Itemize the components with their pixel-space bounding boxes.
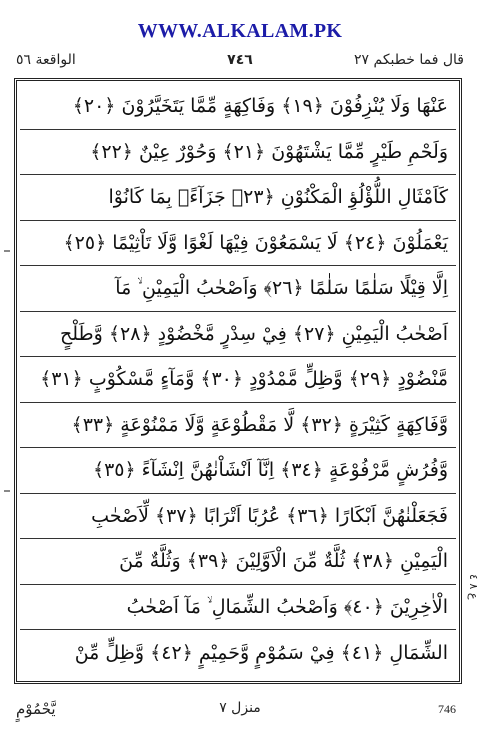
ruku-marker: ع ٨ ٤ [467,574,480,600]
text-line: عَنْهَا وَلَا يُنْزِفُوْنَ ﴿١٩﴾ وَفَاكِهَةٍ مِّمَّا يَتَخَيَّرُوْنَ ﴿٢٠﴾ [20,84,456,130]
text-line: كَاَمْثَالِ اللُّؤْلُؤِ الْمَكْنُوْنِ ﴿٢٣﴾ جَزَآءًۢ بِمَا كَانُوْا [20,175,456,221]
catchword: يَّحْمُوْمٍ [16,700,56,718]
text-line: وَّفَاكِهَةٍ كَثِيْرَةٍ ﴿٣٢﴾ لَّا مَقْطُوْعَةٍ وَّلَا مَمْنُوْعَةٍ ﴿٣٣﴾ [20,403,456,449]
text-line: يَعْمَلُوْنَ ﴿٢٤﴾ لَا يَسْمَعُوْنَ فِيْهَا لَغْوًا وَّلَا تَاْثِيْمًا ﴿٢٥﴾ [20,221,456,267]
margin-tick [4,490,10,492]
page-number: 746 [438,702,456,716]
surah-name: الواقعة ٥٦ [16,52,76,68]
juz-name: قال فما خطبكم ٢٧ [354,52,464,68]
text-line: وَّفُرُشٍ مَّرْفُوْعَةٍ ﴿٣٤﴾ اِنَّآ اَنْشَاْنٰهُنَّ اِنْشَآءً ﴿٣٥﴾ [20,448,456,494]
text-frame [14,78,462,684]
text-line: اَصْحٰبُ الْيَمِيْنِ ﴿٢٧﴾ فِيْ سِدْرٍ مَّخْضُوْدٍ ﴿٢٨﴾ وَّطَلْحٍ [20,312,456,358]
text-line: الْيَمِيْنِ ﴿٣٨﴾ ثُلَّةٌ مِّنَ الْاَوَّلِيْنَ ﴿٣٩﴾ وَثُلَّةٌ مِّنَ [20,539,456,585]
margin-tick [4,250,10,252]
text-line: اِلَّا قِيْلًا سَلٰمًا سَلٰمًا ﴿٢٦﴾ وَاَصْحٰبُ الْيَمِيْنِ ۙ مَآ [20,266,456,312]
text-line: الْاٰخِرِيْنَ ﴿٤٠﴾ وَاَصْحٰبُ الشِّمَالِ ۙ مَآ اَصْحٰبُ [20,585,456,631]
manzil-label: منزل ٧ [219,700,261,716]
text-line: فَجَعَلْنٰهُنَّ اَبْكَارًا ﴿٣٦﴾ عُرُبًا اَتْرَابًا ﴿٣٧﴾ لِّاَصْحٰبِ [20,494,456,540]
site-url: WWW.ALKALAM.PK [137,20,343,42]
text-line: وَلَحْمِ طَيْرٍ مِّمَّا يَشْتَهُوْنَ ﴿٢١﴾ وَحُوْرٌ عِيْنٌ ﴿٢٢﴾ [20,130,456,176]
text-line: مَّنْضُوْدٍ ﴿٢٩﴾ وَّظِلٍّ مَّمْدُوْدٍ ﴿٣٠﴾ وَّمَآءٍ مَّسْكُوْبٍ ﴿٣١﴾ [20,357,456,403]
text-lines [20,84,456,678]
quran-page-number: ٧٤٦ [227,52,253,68]
text-line: الشِّمَالِ ﴿٤١﴾ فِيْ سَمُوْمٍ وَّحَمِيْمٍ ﴿٤٢﴾ وَّظِلٍّ مِّنْ [74,641,448,664]
page-header [16,52,464,74]
